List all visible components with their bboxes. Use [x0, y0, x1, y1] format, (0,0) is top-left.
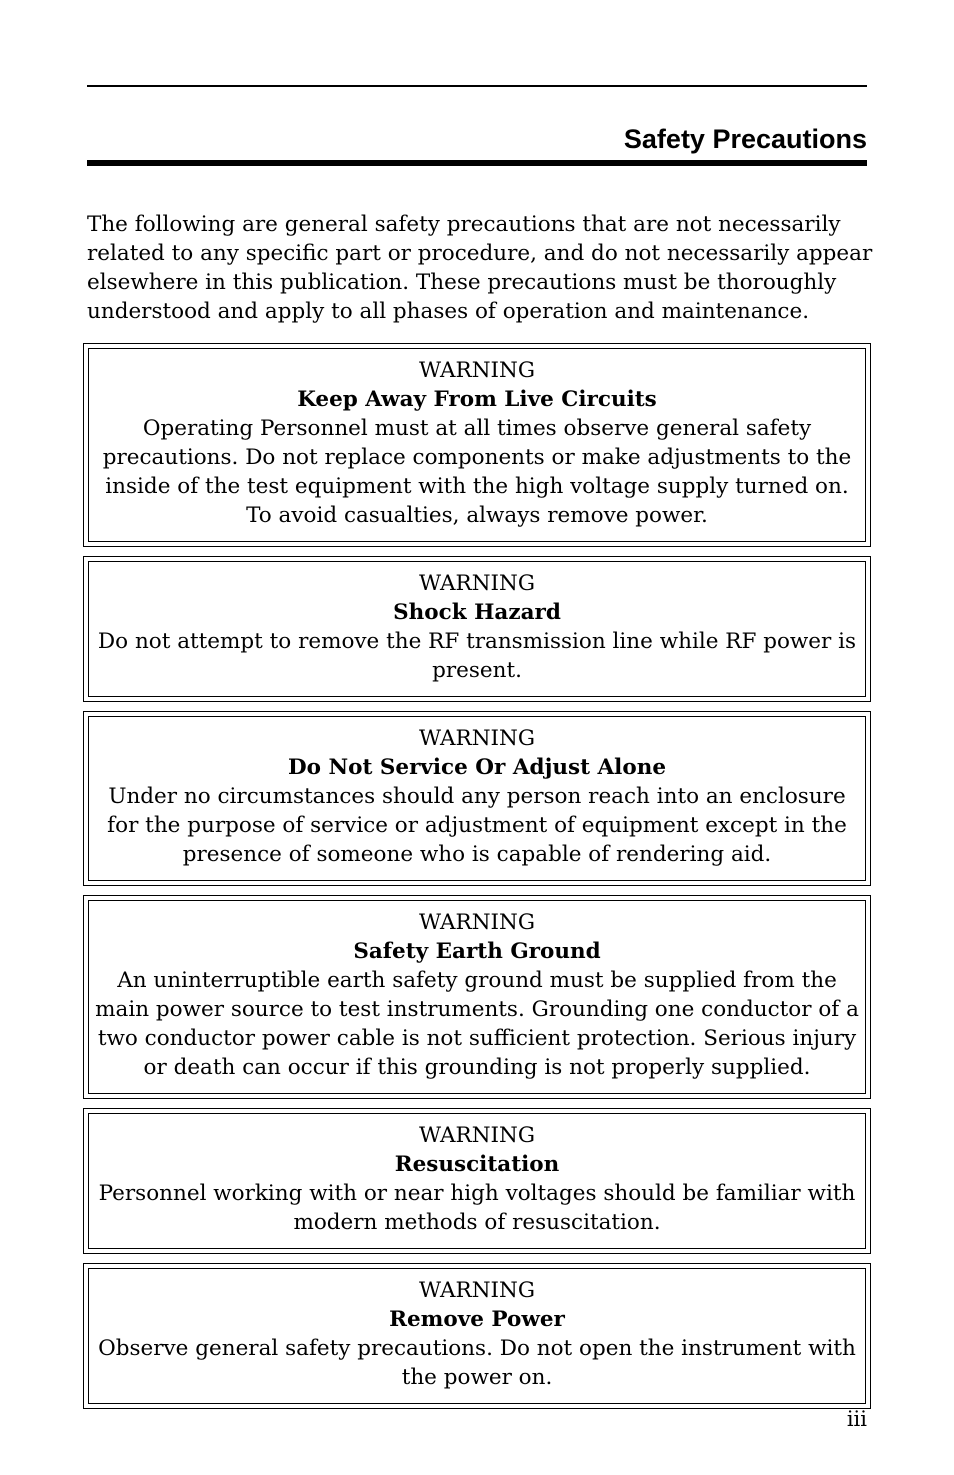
- warning-inner: [88, 1113, 866, 1249]
- warning-text: Personnel working with or near high voltages should be familiar with modern methods of resuscitation.: [98, 1181, 856, 1235]
- warning-box-live-circuits: [83, 343, 871, 547]
- warning-title: Shock Hazard: [393, 600, 561, 625]
- warning-box-service-alone: [83, 711, 871, 886]
- warning-text: Do not attempt to remove the RF transmission line while RF power is present.: [97, 629, 857, 683]
- warning-label: WARNING: [418, 726, 536, 751]
- warning-label: WARNING: [418, 1123, 536, 1148]
- header-rule-top: [87, 85, 867, 87]
- warning-label: WARNING: [418, 910, 536, 935]
- warning-inner: [88, 348, 866, 542]
- warning-list: [83, 343, 871, 1418]
- page-number: iii: [846, 1407, 867, 1431]
- warning-box-shock-hazard: [83, 556, 871, 702]
- warning-text: An uninterruptible earth safety ground must be supplied from the main power source to test instruments. Grounding one conductor of a two conductor power cable is not sufficient protection. Serious injury or death can occur if this grounding is not properly supplied.: [95, 968, 859, 1080]
- warning-title: Safety Earth Ground: [353, 939, 601, 964]
- header-rule-thick: [87, 160, 867, 166]
- warning-label: WARNING: [418, 358, 536, 383]
- warning-text: Observe general safety precautions. Do not open the instrument with the power on.: [98, 1336, 856, 1390]
- intro-paragraph: The following are general safety precautions that are not necessarily related to any specific part or procedure, and do not necessarily appear elsewhere in this publication. These precautions must be thoroughly understood and apply to all phases of operation and maintenance.: [87, 212, 873, 324]
- warning-inner: [88, 561, 866, 697]
- warning-label: WARNING: [418, 571, 536, 596]
- warning-inner: [88, 1268, 866, 1404]
- warning-title: Resuscitation: [394, 1152, 560, 1177]
- warning-title: Remove Power: [389, 1307, 565, 1332]
- warning-title: Do Not Service Or Adjust Alone: [287, 755, 666, 780]
- page-title: Safety Precautions: [623, 124, 867, 154]
- warning-title: Keep Away From Live Circuits: [297, 387, 657, 412]
- warning-text: Operating Personnel must at all times observe general safety precautions. Do not replace components or make adjustments to the inside of the test equipment with the high voltage supply turned on. To avoid casualties, always remove power.: [102, 416, 852, 528]
- warning-box-resuscitation: [83, 1108, 871, 1254]
- warning-inner: [88, 716, 866, 881]
- warning-label: WARNING: [418, 1278, 536, 1303]
- warning-inner: [88, 900, 866, 1094]
- warning-box-earth-ground: [83, 895, 871, 1099]
- warning-box-remove-power: [83, 1263, 871, 1409]
- warning-text: Under no circumstances should any person reach into an enclosure for the purpose of service or adjustment of equipment except in the presence of someone who is capable of rendering aid.: [107, 784, 847, 867]
